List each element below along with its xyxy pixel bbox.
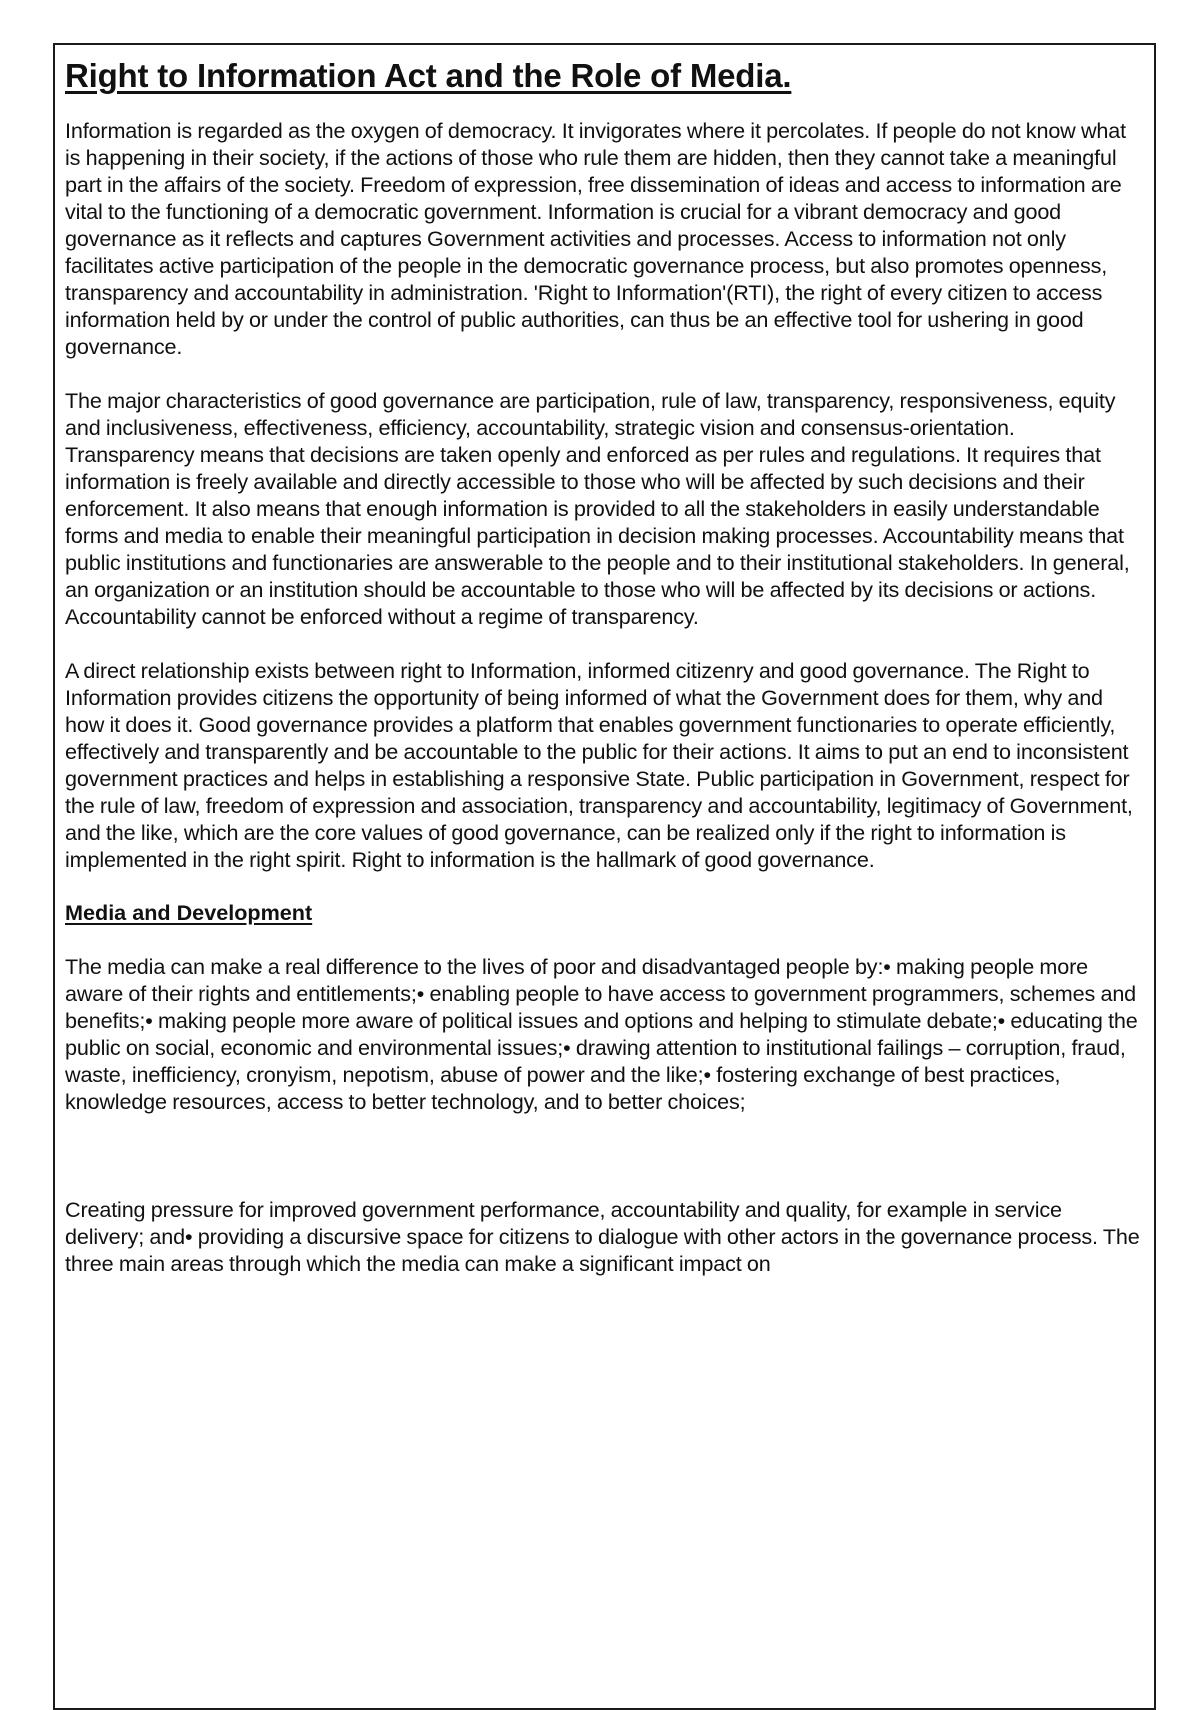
paragraph-information-oxygen: Information is regarded as the oxygen of democracy. It invigorates where it percolates. If people do not know what is happening in their society, if the actions of those who rule them are hidden, then they cannot take a meaningful part in the affairs of the society. Freedom of expression, free dissemination of ideas and access to information are vital to the functioning of a democratic government. Information is crucial for a vibrant democracy and good governance as it reflects and captures Government activities and processes. Access to information not only facilitates active participation of the people in the democratic governance process, but also promotes openness, transparency and accountability in administration. 'Right to Information'(RTI), the right of every citizen to access information held by or under the control of public authorities, can thus be an effective tool for ushering in good governance. — [65, 118, 1126, 359]
paragraph-creating-pressure: Creating pressure for improved government performance, accountability and quality, for example in service delivery; and• providing a discursive space for citizens to dialogue with other actors in the governance process. The three main areas through which the media can make a significant impact on — [65, 1197, 1140, 1276]
section-heading-media-development: Media and Development — [65, 900, 313, 925]
paragraph-media-difference: The media can make a real difference to the lives of poor and disadvantaged people by:• making people more aware of their rights and entitlements;• enabling people to have access to government programmers, schemes and benefits;• making people more aware of political issues and options and helping to stimulate debate;• educating the public on social, economic and environmental issues;• drawing attention to institutional failings – corruption, fraud, waste, inefficiency, cronyism, nepotism, abuse of power and the like;• fostering exchange of best practices, knowledge resources, access to better technology, and to better choices; — [65, 954, 1138, 1114]
document-title: Right to Information Act and the Role of Media. — [65, 57, 792, 94]
document-frame — [53, 43, 1156, 1710]
paragraph-rti-relationship: A direct relationship exists between right to Information, informed citizenry and good governance. The Right to Information provides citizens the opportunity of being informed of what the Government does for them, why and how it does it. Good governance provides a platform that enables government functionaries to operate efficiently, effectively and transparently and be accountable to the public for their actions. It aims to put an end to inconsistent government practices and helps in establishing a responsive State. Public participation in Government, respect for the rule of law, freedom of expression and association, transparency and accountability, legitimacy of Government, and the like, which are the core values of good governance, can be realized only if the right to information is implemented in the right spirit. Right to information is the hallmark of good governance. — [65, 658, 1133, 872]
paragraph-good-governance-characteristics: The major characteristics of good governance are participation, rule of law, transparency, responsiveness, equity and inclusiveness, effectiveness, efficiency, accountability, strategic vision and consensus-orientation. Transparency means that decisions are taken openly and enforced as per rules and regulations. It requires that information is freely available and directly accessible to those who will be affected by such decisions and their enforcement. It also means that enough information is provided to all the stakeholders in easily understandable forms and media to enable their meaningful participation in decision making processes. Accountability means that public institutions and functionaries are answerable to the people and to their institutional stakeholders. In general, an organization or an institution should be accountable to those who will be affected by its decisions or actions. Accountability cannot be enforced without a regime of transparency. — [65, 388, 1130, 629]
